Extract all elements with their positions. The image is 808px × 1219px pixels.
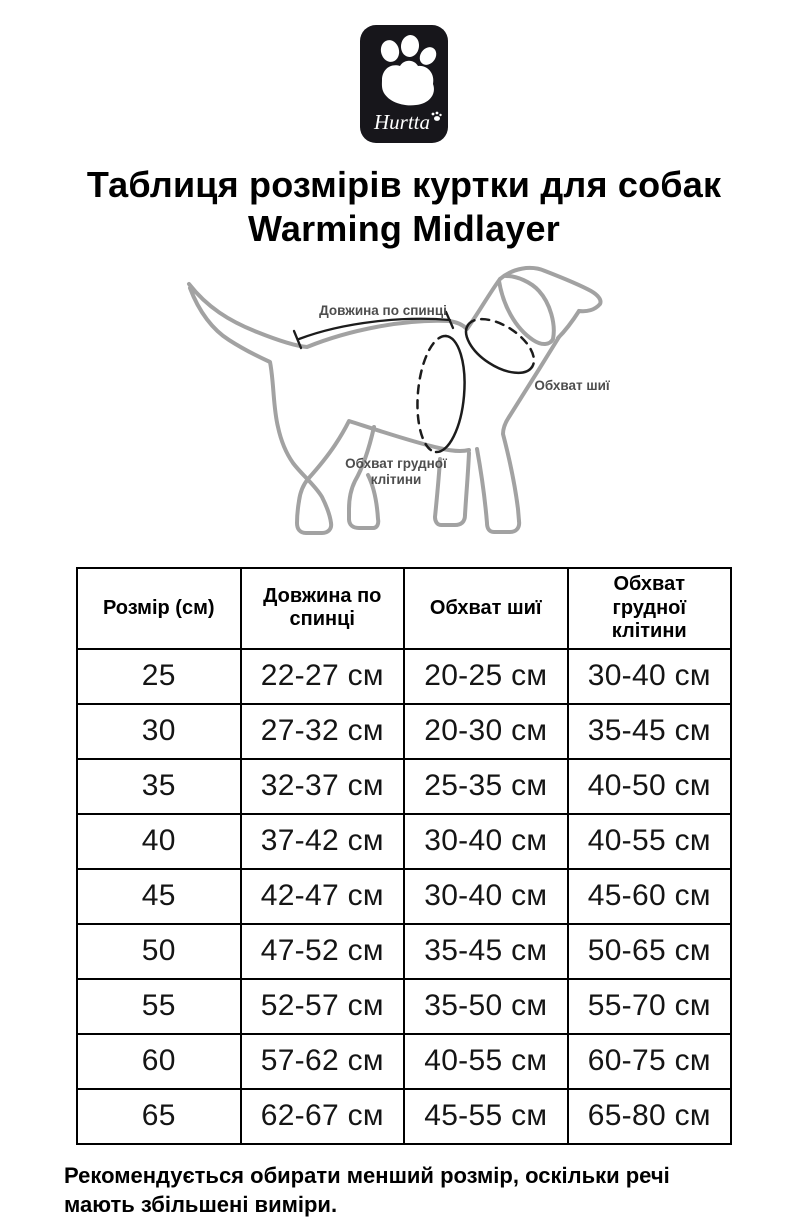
size-value: 25: [77, 649, 241, 704]
measurement-value: 22-27 см: [241, 649, 405, 704]
measurement-value: 40-55 см: [404, 1034, 568, 1089]
measurement-value: 60-75 см: [568, 1034, 732, 1089]
size-row: [77, 1089, 731, 1144]
chest-girth-ring-dashed: [417, 336, 446, 452]
size-value: 45: [77, 869, 241, 924]
column-header: Довжина по спинці: [241, 568, 405, 649]
size-table: [76, 567, 732, 1145]
measurement-value: 55-70 см: [568, 979, 732, 1034]
measurement-value: 65-80 см: [568, 1089, 732, 1144]
measurement-value: 30-40 см: [568, 649, 732, 704]
neck-girth-label: Обхват шиї: [534, 378, 610, 393]
measurement-value: 62-67 см: [241, 1089, 405, 1144]
size-value: 55: [77, 979, 241, 1034]
measurement-value: 45-55 см: [404, 1089, 568, 1144]
size-value: 35: [77, 759, 241, 814]
measurement-value: 45-60 см: [568, 869, 732, 924]
column-header: Обхват грудної клітини: [568, 568, 732, 649]
size-value: 65: [77, 1089, 241, 1144]
measurement-value: 35-50 см: [404, 979, 568, 1034]
measurement-diagram: [0, 257, 808, 557]
chest-girth-label-line1: Обхват грудної: [345, 456, 447, 471]
size-row: [77, 649, 731, 704]
size-row: [77, 979, 731, 1034]
column-header: Обхват шиї: [404, 568, 568, 649]
measurement-value: 30-40 см: [404, 814, 568, 869]
page-title-line2: Warming Midlayer: [248, 208, 560, 249]
neck-girth-ring-dashed: [468, 319, 534, 367]
size-table-head: [77, 568, 731, 649]
measurement-value: 37-42 см: [241, 814, 405, 869]
size-value: 40: [77, 814, 241, 869]
recommendation-note: Рекомендується обирати менший розмір, оскільки речі мають збільшені виміри.: [64, 1162, 670, 1218]
size-value: 60: [77, 1034, 241, 1089]
size-row: [77, 759, 731, 814]
size-row: [77, 869, 731, 924]
measurement-value: 35-45 см: [404, 924, 568, 979]
measurement-value: 40-55 см: [568, 814, 732, 869]
page-title: [0, 163, 808, 251]
chest-girth-label-line2: клітини: [370, 472, 422, 487]
measurement-value: 25-35 см: [404, 759, 568, 814]
size-value: 50: [77, 924, 241, 979]
measurement-value: 27-32 см: [241, 704, 405, 759]
size-table-body: [77, 649, 731, 1144]
size-row: [77, 1034, 731, 1089]
measurement-value: 47-52 см: [241, 924, 405, 979]
size-value: 30: [77, 704, 241, 759]
measurement-value: 52-57 см: [241, 979, 405, 1034]
size-row: [77, 924, 731, 979]
measurement-value: 42-47 см: [241, 869, 405, 924]
measurement-value: 32-37 см: [241, 759, 405, 814]
logo-wordmark: Hurtta: [373, 110, 431, 134]
measurement-marks: [294, 312, 534, 452]
hurtta-logo: [360, 25, 448, 143]
measurement-value: 50-65 см: [568, 924, 732, 979]
back-length-label: Довжина по спинці: [319, 303, 447, 318]
column-header: Розмір (см): [77, 568, 241, 649]
chest-girth-ring-front: [436, 336, 465, 452]
measurement-value: 40-50 см: [568, 759, 732, 814]
measurement-value: 30-40 см: [404, 869, 568, 924]
measurement-value: 20-30 см: [404, 704, 568, 759]
size-table-head-row: [77, 568, 731, 649]
measurement-value: 35-45 см: [568, 704, 732, 759]
dog-diagram: [169, 257, 639, 557]
size-row: [77, 814, 731, 869]
page-title-line1: Таблиця розмірів куртки для собак: [86, 164, 722, 205]
measurement-value: 57-62 см: [241, 1034, 405, 1089]
measurement-value: 20-25 см: [404, 649, 568, 704]
size-row: [77, 704, 731, 759]
header: [0, 0, 808, 143]
